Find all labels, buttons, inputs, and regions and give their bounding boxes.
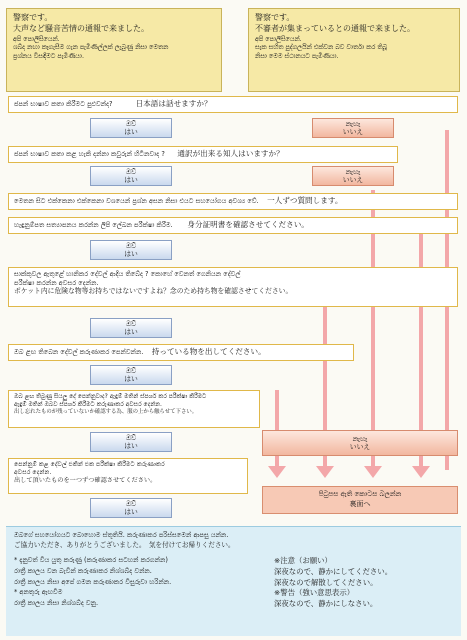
intro-line: 大声など騒音苦情の通報で来ました。 — [13, 23, 149, 33]
note-text-si: රාත්‍රී කාලය වන බැවින් කරුණාකර නිශ්ශබ්ද වන්න. — [14, 566, 152, 575]
question-show-items — [8, 344, 354, 361]
note-text-ja: 深夜なので解散してください。 — [274, 577, 378, 587]
question-text-ja: 身分証明書を確認させてください。 — [187, 220, 309, 229]
question-text-si: සාක්කුවල ඇතුළේ හානිකර දේවල් ආදිය තිබේද ? කොහේ වෙනත් ගෙනියන දේවල් — [14, 270, 241, 278]
final-label-ja: 裏面へ — [349, 499, 371, 508]
note-text-ja: ※警告（強い意思表示） — [274, 588, 355, 598]
yes-button[interactable] — [90, 240, 172, 260]
question-text-ja: 出して頂いたものを一つずつ確認させてください。 — [14, 477, 157, 485]
question-one-by-one — [8, 193, 458, 210]
yes-button[interactable] — [90, 498, 172, 518]
intro-line: සැක සහිත පුද්ගලයින් එක්වන බව වාර්තා කර තිබූ — [255, 43, 388, 52]
yes-label-ja: はい — [124, 375, 138, 384]
question-text-ja: 通訳が出来る知人はいますか？ — [177, 149, 284, 158]
no-label-si: නැහැ — [345, 168, 361, 176]
note-text-ja: ※注意（お願い） — [274, 556, 332, 566]
yes-label-si: ඔව් — [126, 500, 136, 508]
yes-label-ja: はい — [124, 442, 138, 451]
yes-label-si: ඔව් — [126, 242, 136, 250]
yes-button[interactable] — [90, 118, 172, 138]
question-text-si: පෙන්නුම් කළ දේවල් එකින් එක පරීක්ෂා කිරීමට කරුණාකර — [14, 461, 165, 468]
yes-label-si: ඔව් — [126, 168, 136, 176]
question-text-ja: ポケット内に危険な物等お持ちではないですよね？念のため持ち物を確認させてください。 — [14, 287, 293, 296]
yes-label-ja: はい — [124, 508, 138, 517]
question-text-ja: 一人ずつ質問します。 — [267, 196, 343, 205]
question-text-ja: 持っている物を出してください。 — [151, 347, 266, 356]
intro-suspicious-persons-box — [248, 8, 460, 92]
no-label-ja: いいえ — [349, 443, 371, 452]
arrow-down-icon — [364, 466, 382, 478]
yes-button[interactable] — [90, 318, 172, 338]
question-interpreter — [8, 146, 398, 163]
yes-label-si: ඔව් — [126, 320, 136, 328]
question-pocket-check — [8, 267, 458, 307]
question-text-si: මෙතන සිට එක්කෙනා එක්කෙනා වශයෙන් ප්‍රශ්න අසන නිසා එයට සහයෝගය අවශ්‍ය වේ. — [14, 197, 259, 205]
yes-label-si: ඔව් — [126, 367, 136, 375]
intro-noise-complaint-box — [6, 8, 222, 92]
question-text-si: ජපන් භාෂාව කතා කළ හැකි දන්නා කවුරුන් හිටිනවාද ? — [14, 150, 165, 158]
intro-line: ශබ්ද නඟා කෑගැසීම ගැන පැමිණිල්ලක් ලැබුණු නිසා මෙතන — [13, 43, 169, 52]
question-text-si: ඇඳුම් මතින් ඔබව ස්පර්ශ කිරීමට කරුණාකර අවසර දෙන්න. — [14, 400, 162, 408]
note-text-ja: 深夜なので、静かにしてください。 — [274, 566, 393, 576]
no-button[interactable] — [312, 166, 394, 186]
no-button[interactable] — [312, 118, 394, 138]
thanks-text-si: ඔබගේ සහයෝගයට බොහොම ස්තූතියි. කරුණාකර පරිස්සමෙන් ආපසු යන්න. — [14, 531, 229, 539]
question-body-check — [8, 390, 260, 428]
question-text-si: ඔබ ළඟ තිබෙන දේවල් කරුණාකර පෙන්වන්න. — [14, 348, 144, 356]
note-text-si: රාත්‍රී කාලය නිසා නිශ්ශබ්ද වනු. — [14, 599, 99, 608]
yes-label-si: ඔව් — [126, 120, 136, 128]
final-label-si: පිටුපස ඇති කොටස බලන්න — [318, 490, 402, 498]
no-label-ja: いいえ — [342, 128, 364, 137]
intro-line: 警察です。 — [255, 13, 295, 22]
yes-label-ja: はい — [124, 128, 138, 137]
question-speak-japanese — [8, 96, 458, 113]
arrow-down-icon — [268, 466, 286, 478]
yes-button[interactable] — [90, 365, 172, 385]
no-button[interactable] — [262, 430, 458, 456]
question-text-si: ජපන් භාෂාව කතා කිරීමට පුළුවන්ද? — [14, 100, 113, 108]
intro-line: 不審者が集まっているとの通報で来ました。 — [255, 23, 415, 33]
question-text-ja: 出し忘れたものが残っていないか確認する為、服の上から触らせて下さい。 — [14, 408, 198, 415]
question-id-check — [8, 217, 458, 234]
intro-line: අපි පොලිසියෙන්. — [13, 34, 60, 43]
see-back-page-box[interactable] — [262, 486, 458, 514]
thanks-text-ja: ご協力いただき、ありがとうございました。 気を付けてお帰りください。 — [14, 540, 235, 549]
no-label-si: නැහැ — [345, 120, 361, 128]
question-text-ja: 日本語は話せますか？ — [135, 99, 212, 108]
question-text-si: පරීක්ෂා කරන්න අවසර දෙන්න. — [14, 278, 99, 287]
intro-line: ප්‍රශ්නය විසඳීමට පැමිණියා. — [13, 51, 84, 60]
note-text-si: රාත්‍රී කාලය නිසා අපේ ගමන කරුණාකර විසුරුවා හරින්න. — [14, 577, 172, 586]
intro-line: නිසා මෙම ස්ථානයට පැමිණියා. — [255, 51, 339, 60]
no-label-ja: いいえ — [342, 176, 364, 185]
question-text-si: අවසර දෙන්න. — [14, 469, 52, 477]
closing-notes-panel — [6, 526, 461, 636]
yes-button[interactable] — [90, 432, 172, 452]
question-item-inspection — [8, 458, 248, 494]
arrow-down-icon — [316, 466, 334, 478]
yes-label-ja: はい — [124, 328, 138, 337]
arrow-down-icon — [412, 466, 430, 478]
yes-label-ja: はい — [124, 176, 138, 185]
note-text-si: * අනතුරු ඇඟවීම — [14, 588, 63, 597]
intro-line: 警察です。 — [13, 13, 53, 22]
question-text-si: ඔබ ළඟ තිබුණු සියලු දේ පෙන්නුවාද? ඇඳුම් මතින් ස්පර්ශ කර පරීක්ෂා කිරීමට — [14, 393, 207, 400]
question-text-si: හැඳුනුම්පත සත්‍යාපනය කරන්න ලිපි ලේඛන පරීක්ෂා කිරීම. — [14, 221, 173, 229]
yes-button[interactable] — [90, 166, 172, 186]
note-text-ja: 深夜なので、静かにしなさい。 — [274, 599, 378, 609]
yes-label-ja: はい — [124, 250, 138, 259]
intro-line: අපි පොලිසියෙන්. — [255, 34, 302, 43]
yes-label-si: ඔව් — [126, 434, 136, 442]
note-text-si: * දැනුවත් විය යුතු කරුණු (කරුණාකර සටහන් කරගන්න) — [14, 556, 168, 565]
no-label-si: නැහැ — [352, 435, 368, 443]
